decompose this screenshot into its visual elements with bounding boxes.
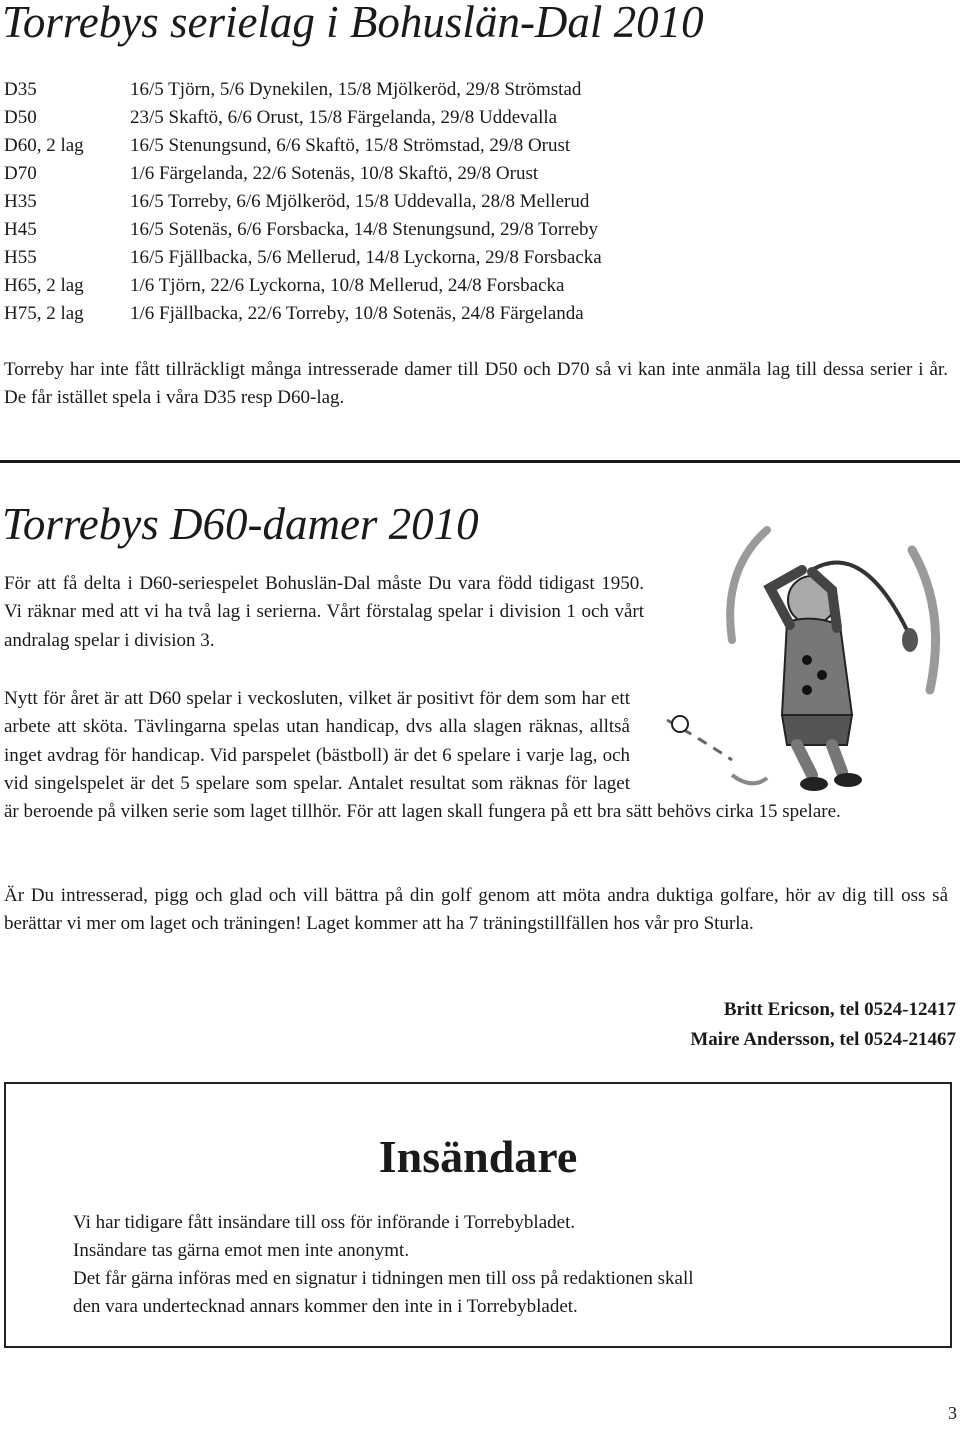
schedule-class: H65, 2 lag [4, 275, 84, 296]
schedule-row [4, 104, 944, 132]
schedule-dates: 1/6 Tjörn, 22/6 Lyckorna, 10/8 Mellerud, 24/8 Forsbacka [130, 275, 565, 296]
d60-paragraph-contact: Är Du intresserad, pigg och glad och vill bättra på din golf genom att möta andra duktiga golfare, hör av dig till oss så berättar vi mer om laget och träningen! Laget kommer att ha 7 träningstillfällen hos vår pro Sturla. [4, 885, 948, 935]
section-divider [0, 460, 960, 463]
page-number: 3 [948, 1403, 957, 1423]
schedule-title: Torrebys serielag i Bohuslän-Dal 2010 [2, 0, 704, 47]
d60-paragraph-eligibility: För att få delta i D60-seriespelet Bohuslän-Dal måste Du vara född tidigast 1950. Vi räknar med att vi ha två lag i serierna. Vårt förstalag spelar i division 1 och vårt andralag spelar i division 3. [4, 573, 644, 651]
schedule-class: H55 [4, 247, 37, 268]
insandare-title: Insändare [378, 1131, 578, 1182]
schedule-class: D60, 2 lag [4, 135, 84, 156]
schedule-table [4, 76, 944, 328]
schedule-row [4, 132, 944, 160]
schedule-row [4, 216, 944, 244]
schedule-row [4, 300, 944, 328]
schedule-dates: 1/6 Färgelanda, 22/6 Sotenäs, 10/8 Skaftö, 29/8 Orust [130, 163, 539, 184]
contact-list [690, 995, 956, 1055]
contact-britt: Britt Ericson, tel 0524-12417 [723, 999, 956, 1020]
insandare-box [4, 1082, 952, 1348]
schedule-dates: 16/5 Sotenäs, 6/6 Forsbacka, 14/8 Stenungsund, 29/8 Torreby [130, 219, 599, 240]
schedule-class: D70 [4, 163, 37, 184]
schedule-dates: 1/6 Fjällbacka, 22/6 Torreby, 10/8 Sotenäs, 24/8 Färgelanda [130, 303, 584, 324]
insandare-line: den vara undertecknad annars kommer den inte in i Torrebybladet. [73, 1296, 578, 1317]
schedule-class: D50 [4, 107, 37, 128]
schedule-dates: 16/5 Fjällbacka, 5/6 Mellerud, 14/8 Lyckorna, 29/8 Forsbacka [130, 247, 602, 268]
insandare-text [73, 1209, 933, 1321]
schedule-dates: 16/5 Tjörn, 5/6 Dynekilen, 15/8 Mjölkeröd, 29/8 Strömstad [130, 79, 582, 100]
d60-format-text: Nytt för året är att D60 spelar i veckosluten, vilket är positivt för dem som har ett arbete att sköta. Tävlingarna spelas utan handicap, dvs alla slagen räknas, alltså inget avdrag för handicap. Vid parspelet (bästboll) är det 6 spelare i varje lag, och vid singelspelet är det 5 spelare som spelar. Antalet resultat som räknas för laget är beroende på vilken serie som laget tillhör. För att lagen skall fungera på ett bra sätt behövs cirka 15 spelare. [4, 688, 841, 823]
contact-maire: Maire Andersson, tel 0524-21467 [690, 1029, 956, 1050]
schedule-dates: 23/5 Skaftö, 6/6 Orust, 15/8 Färgelanda, 29/8 Uddevalla [130, 107, 558, 128]
schedule-class: H35 [4, 191, 37, 212]
schedule-row [4, 76, 944, 104]
d60-paragraph-format [4, 685, 948, 826]
schedule-dates: 16/5 Stenungsund, 6/6 Skaftö, 15/8 Strömstad, 29/8 Orust [130, 135, 571, 156]
illustration-wrap-spacer [630, 685, 948, 797]
schedule-dates: 16/5 Torreby, 6/6 Mjölkeröd, 15/8 Uddevalla, 28/8 Mellerud [130, 191, 590, 212]
schedule-row [4, 272, 944, 300]
schedule-class: D35 [4, 79, 37, 100]
schedule-class: H75, 2 lag [4, 303, 84, 324]
d60-title: Torrebys D60-damer 2010 [2, 499, 479, 549]
insandare-line: Insändare tas gärna emot men inte anonymt. [73, 1240, 410, 1261]
schedule-row [4, 244, 944, 272]
insandare-line: Vi har tidigare fått insändare till oss för införande i Torrebybladet. [73, 1212, 576, 1233]
schedule-row [4, 160, 944, 188]
schedule-row [4, 188, 944, 216]
insandare-line: Det får gärna införas med en signatur i tidningen men till oss på redaktionen skall [73, 1268, 694, 1289]
schedule-class: H45 [4, 219, 37, 240]
schedule-note: Torreby har inte fått tillräckligt många intresserade damer till D50 och D70 så vi kan inte anmäla lag till dessa serier i år. De får istället spela i våra D35 resp D60-lag. [4, 359, 948, 409]
